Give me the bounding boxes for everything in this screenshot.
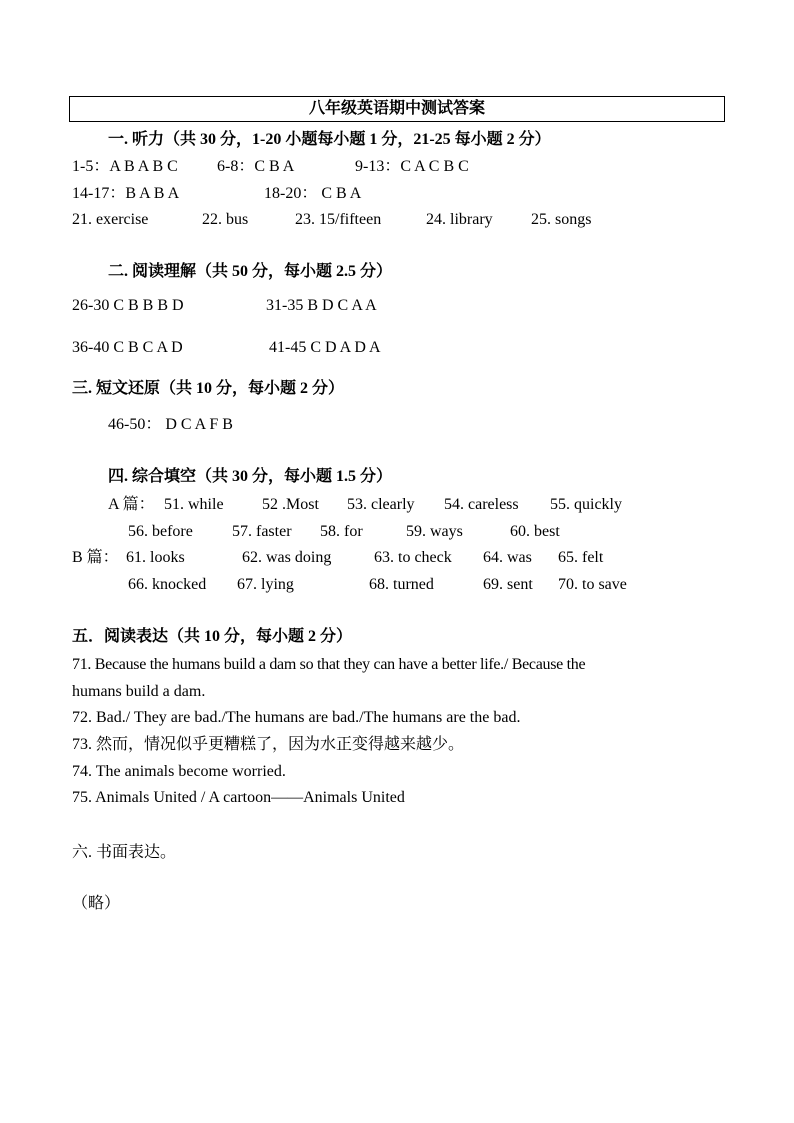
section-1-heading: 一. 听力（共 30 分，1-20 小题每小题 1 分，21-25 每小题 2 分） [108, 131, 551, 148]
answer-18-20: 18-20： C B A [264, 185, 362, 202]
section-2-heading: 二. 阅读理解（共 50 分，每小题 2.5 分） [108, 263, 393, 280]
part-a-label: A 篇： [108, 496, 155, 513]
answer-25: 25. songs [531, 211, 592, 228]
section-6-heading: 六. 书面表达。 [72, 844, 177, 861]
answer-1-5: 1-5：A B A B C [72, 158, 178, 175]
title-box [69, 96, 725, 122]
part-b-label: B 篇： [72, 549, 119, 566]
answer-60: 60. best [510, 523, 560, 540]
section-3-heading: 三. 短文还原（共 10 分，每小题 2 分） [72, 380, 345, 397]
section-4-heading: 四. 综合填空（共 30 分，每小题 1.5 分） [108, 468, 393, 485]
answer-31-35: 31-35 B D C A A [266, 297, 377, 314]
answer-52: 52 .Most [262, 496, 319, 513]
answer-66: 66. knocked [128, 576, 207, 593]
answer-65: 65. felt [558, 549, 604, 566]
answer-68: 68. turned [369, 576, 434, 593]
answer-57: 57. faster [232, 523, 292, 540]
answer-59: 59. ways [406, 523, 463, 540]
answer-62: 62. was doing [242, 549, 332, 566]
answer-58: 58. for [320, 523, 363, 540]
answer-9-13: 9-13：C A C B C [355, 158, 469, 175]
answer-23: 23. 15/fifteen [295, 211, 382, 228]
writing-omitted-note: （略） [72, 895, 121, 912]
answer-6-8: 6-8：C B A [217, 158, 295, 175]
answer-61: 61. looks [126, 549, 185, 566]
answer-69: 69. sent [483, 576, 533, 593]
answer-26-30: 26-30 C B B B D [72, 297, 184, 314]
answer-51: 51. while [164, 496, 224, 513]
answer-14-17: 14-17：B A B A [72, 185, 180, 202]
answer-71-line-2: humans build a dam. [72, 683, 206, 700]
answer-46-50: 46-50： D C A F B [108, 416, 233, 433]
answer-56: 56. before [128, 523, 193, 540]
answer-75: 75. Animals United / A cartoon——Animals United [72, 789, 405, 806]
answer-55: 55. quickly [550, 496, 622, 513]
answer-36-40: 36-40 C B C A D [72, 339, 183, 356]
answer-70: 70. to save [558, 576, 627, 593]
answer-71-line-1: 71. Because the humans build a dam so that they can have a better life./ Because the [72, 656, 586, 673]
answer-73: 73. 然而，情况似乎更糟糕了，因为水正变得越来越少。 [72, 736, 465, 753]
answer-67: 67. lying [237, 576, 294, 593]
answer-22: 22. bus [202, 211, 249, 228]
answer-74: 74. The animals become worried. [72, 763, 286, 780]
answer-64: 64. was [483, 549, 532, 566]
answer-21: 21. exercise [72, 211, 149, 228]
answer-41-45: 41-45 C D A D A [269, 339, 381, 356]
answer-53: 53. clearly [347, 496, 415, 513]
answer-63: 63. to check [374, 549, 452, 566]
answer-54: 54. careless [444, 496, 519, 513]
page-title: 八年级英语期中测试答案 [308, 100, 485, 117]
answer-72: 72. Bad./ They are bad./The humans are bad./The humans are the bad. [72, 709, 521, 726]
answer-24: 24. library [426, 211, 493, 228]
section-5-heading: 五．阅读表达（共 10 分，每小题 2 分） [72, 628, 353, 645]
